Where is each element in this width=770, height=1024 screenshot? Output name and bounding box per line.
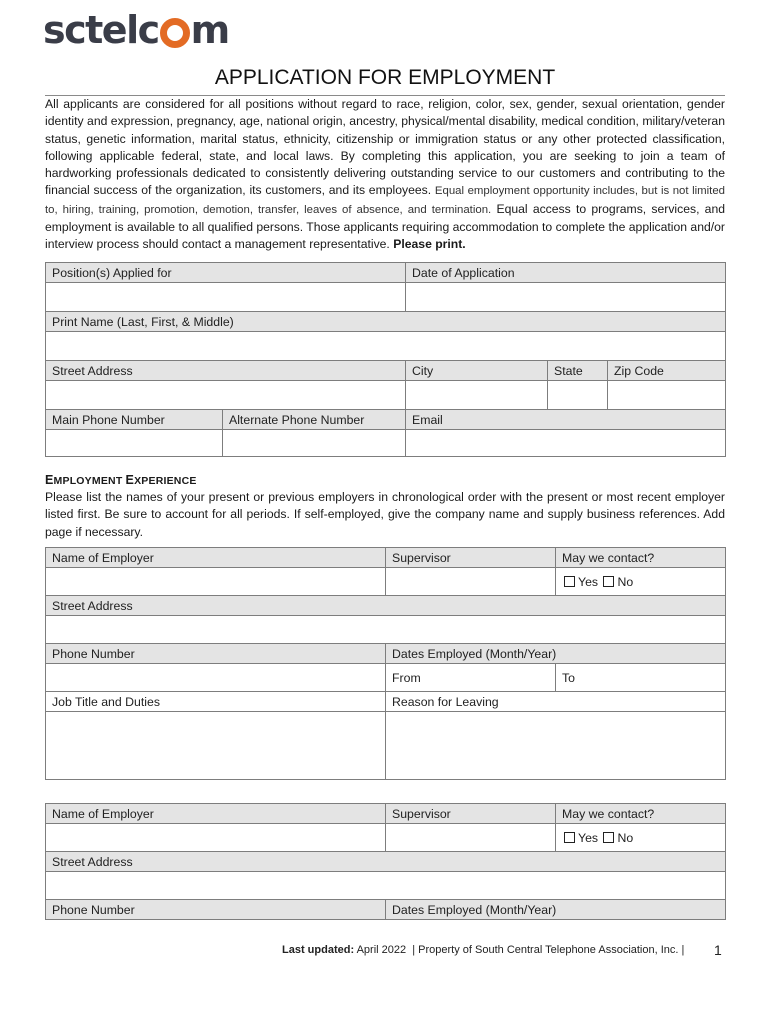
yes-checkbox[interactable] bbox=[564, 832, 575, 843]
state-label: State bbox=[548, 361, 608, 381]
reason-leaving-field[interactable] bbox=[386, 712, 726, 780]
supervisor-field[interactable] bbox=[386, 568, 556, 596]
alt-phone-label: Alternate Phone Number bbox=[223, 410, 406, 430]
last-updated-value: April 2022 bbox=[356, 944, 407, 956]
alt-phone-field[interactable] bbox=[223, 430, 406, 457]
employer-name-field[interactable] bbox=[46, 568, 386, 596]
to-label: To bbox=[562, 670, 575, 685]
no-label: No bbox=[617, 574, 634, 589]
please-print-text: Please print. bbox=[393, 237, 466, 252]
name-field[interactable] bbox=[46, 332, 726, 361]
street-field[interactable] bbox=[46, 381, 406, 410]
main-phone-label: Main Phone Number bbox=[46, 410, 223, 430]
no-checkbox[interactable] bbox=[603, 576, 614, 587]
logo-text-end: m bbox=[190, 8, 229, 52]
from-label: From bbox=[392, 670, 421, 685]
employer-phone-label: Phone Number bbox=[46, 900, 386, 920]
state-field[interactable] bbox=[548, 381, 608, 410]
may-contact-label: May we contact? bbox=[556, 804, 726, 824]
positions-label: Position(s) Applied for bbox=[46, 263, 406, 283]
intro-text-2: Equal employment opportunity includes, but is not limited to, hiring, training, promotion, demotion, transfer, leaves of absence, and termination. bbox=[45, 185, 725, 216]
job-title-field[interactable] bbox=[46, 712, 386, 780]
date-label: Date of Application bbox=[406, 263, 726, 283]
no-checkbox[interactable] bbox=[603, 832, 614, 843]
employer-street-label: Street Address bbox=[46, 596, 726, 616]
employer-street-field[interactable] bbox=[46, 872, 726, 900]
street-label: Street Address bbox=[46, 361, 406, 381]
personal-info-table bbox=[45, 262, 726, 457]
yes-label: Yes bbox=[578, 574, 599, 589]
page-number: 1 bbox=[714, 942, 722, 958]
property-notice: | Property of South Central Telephone Association, Inc. | bbox=[412, 944, 685, 956]
may-contact-label: May we contact? bbox=[556, 548, 726, 568]
name-label: Print Name (Last, First, & Middle) bbox=[46, 312, 726, 332]
email-field[interactable] bbox=[406, 430, 726, 457]
to-field[interactable] bbox=[556, 664, 726, 692]
employer-name-label: Name of Employer bbox=[46, 804, 386, 824]
date-field[interactable] bbox=[406, 283, 726, 312]
city-label: City bbox=[406, 361, 548, 381]
intro-text-3: Equal access to programs, services, and employment is available to all qualified persons. Those applicants requiring accommodation to complete the application and/or interview process should contact a management representative. bbox=[45, 201, 726, 252]
intro-paragraph bbox=[45, 96, 725, 254]
city-field[interactable] bbox=[406, 381, 548, 410]
employer-street-label: Street Address bbox=[46, 852, 726, 872]
dates-employed-label: Dates Employed (Month/Year) bbox=[386, 644, 726, 664]
employer-phone-label: Phone Number bbox=[46, 644, 386, 664]
dates-employed-label: Dates Employed (Month/Year) bbox=[386, 900, 726, 920]
from-field[interactable] bbox=[386, 664, 556, 692]
may-contact-options bbox=[556, 824, 726, 852]
yes-checkbox[interactable] bbox=[564, 576, 575, 587]
employer-name-field[interactable] bbox=[46, 824, 386, 852]
zip-field[interactable] bbox=[608, 381, 726, 410]
zip-label: Zip Code bbox=[608, 361, 726, 381]
employment-instructions: Please list the names of your present or previous employers in chronological order with the present or most recent employer listed first. Be sure to account for all periods. If self-employed, give the company name and supply business references. Add page if necessary. bbox=[45, 490, 725, 539]
job-title-label: Job Title and Duties bbox=[46, 692, 386, 712]
reason-leaving-label: Reason for Leaving bbox=[386, 692, 726, 712]
employment-experience-heading: EMPLOYMENT EXPERIENCE bbox=[45, 473, 197, 487]
positions-field[interactable] bbox=[46, 283, 406, 312]
employer-street-field[interactable] bbox=[46, 616, 726, 644]
intro-text-1: All applicants are considered for all positions without regard to race, religion, color, sex, gender, sexual orientation, gender identity and expression, pregnancy, age, national origin, ancestry, physical/mental disability, medical condition, military/veteran status, genetic information, marital status, ethnicity, citizenship or immigration status or any other protected classification, following applicable federal, state, and local laws. By completing this application, you are seeking to join a team of hardworking professionals dedicated to consistently delivering outstanding service to our customers and contributing to the financial success of the organization, its customers, and its employees. bbox=[45, 97, 725, 198]
logo-o-ring-icon bbox=[160, 18, 190, 48]
logo-text-start: sctelc bbox=[43, 8, 159, 52]
employer-name-label: Name of Employer bbox=[46, 548, 386, 568]
supervisor-label: Supervisor bbox=[386, 804, 556, 824]
company-logo bbox=[43, 8, 229, 52]
no-label: No bbox=[617, 830, 634, 845]
main-phone-field[interactable] bbox=[46, 430, 223, 457]
may-contact-options bbox=[556, 568, 726, 596]
employer-2-table bbox=[45, 803, 726, 920]
page-title: APPLICATION FOR EMPLOYMENT bbox=[214, 66, 556, 89]
employer-1-table bbox=[45, 547, 726, 780]
email-label: Email bbox=[406, 410, 726, 430]
yes-label: Yes bbox=[578, 830, 599, 845]
footer-text bbox=[282, 944, 684, 956]
employer-phone-field[interactable] bbox=[46, 664, 386, 692]
last-updated-label: Last updated: bbox=[282, 944, 355, 956]
supervisor-field[interactable] bbox=[386, 824, 556, 852]
supervisor-label: Supervisor bbox=[386, 548, 556, 568]
